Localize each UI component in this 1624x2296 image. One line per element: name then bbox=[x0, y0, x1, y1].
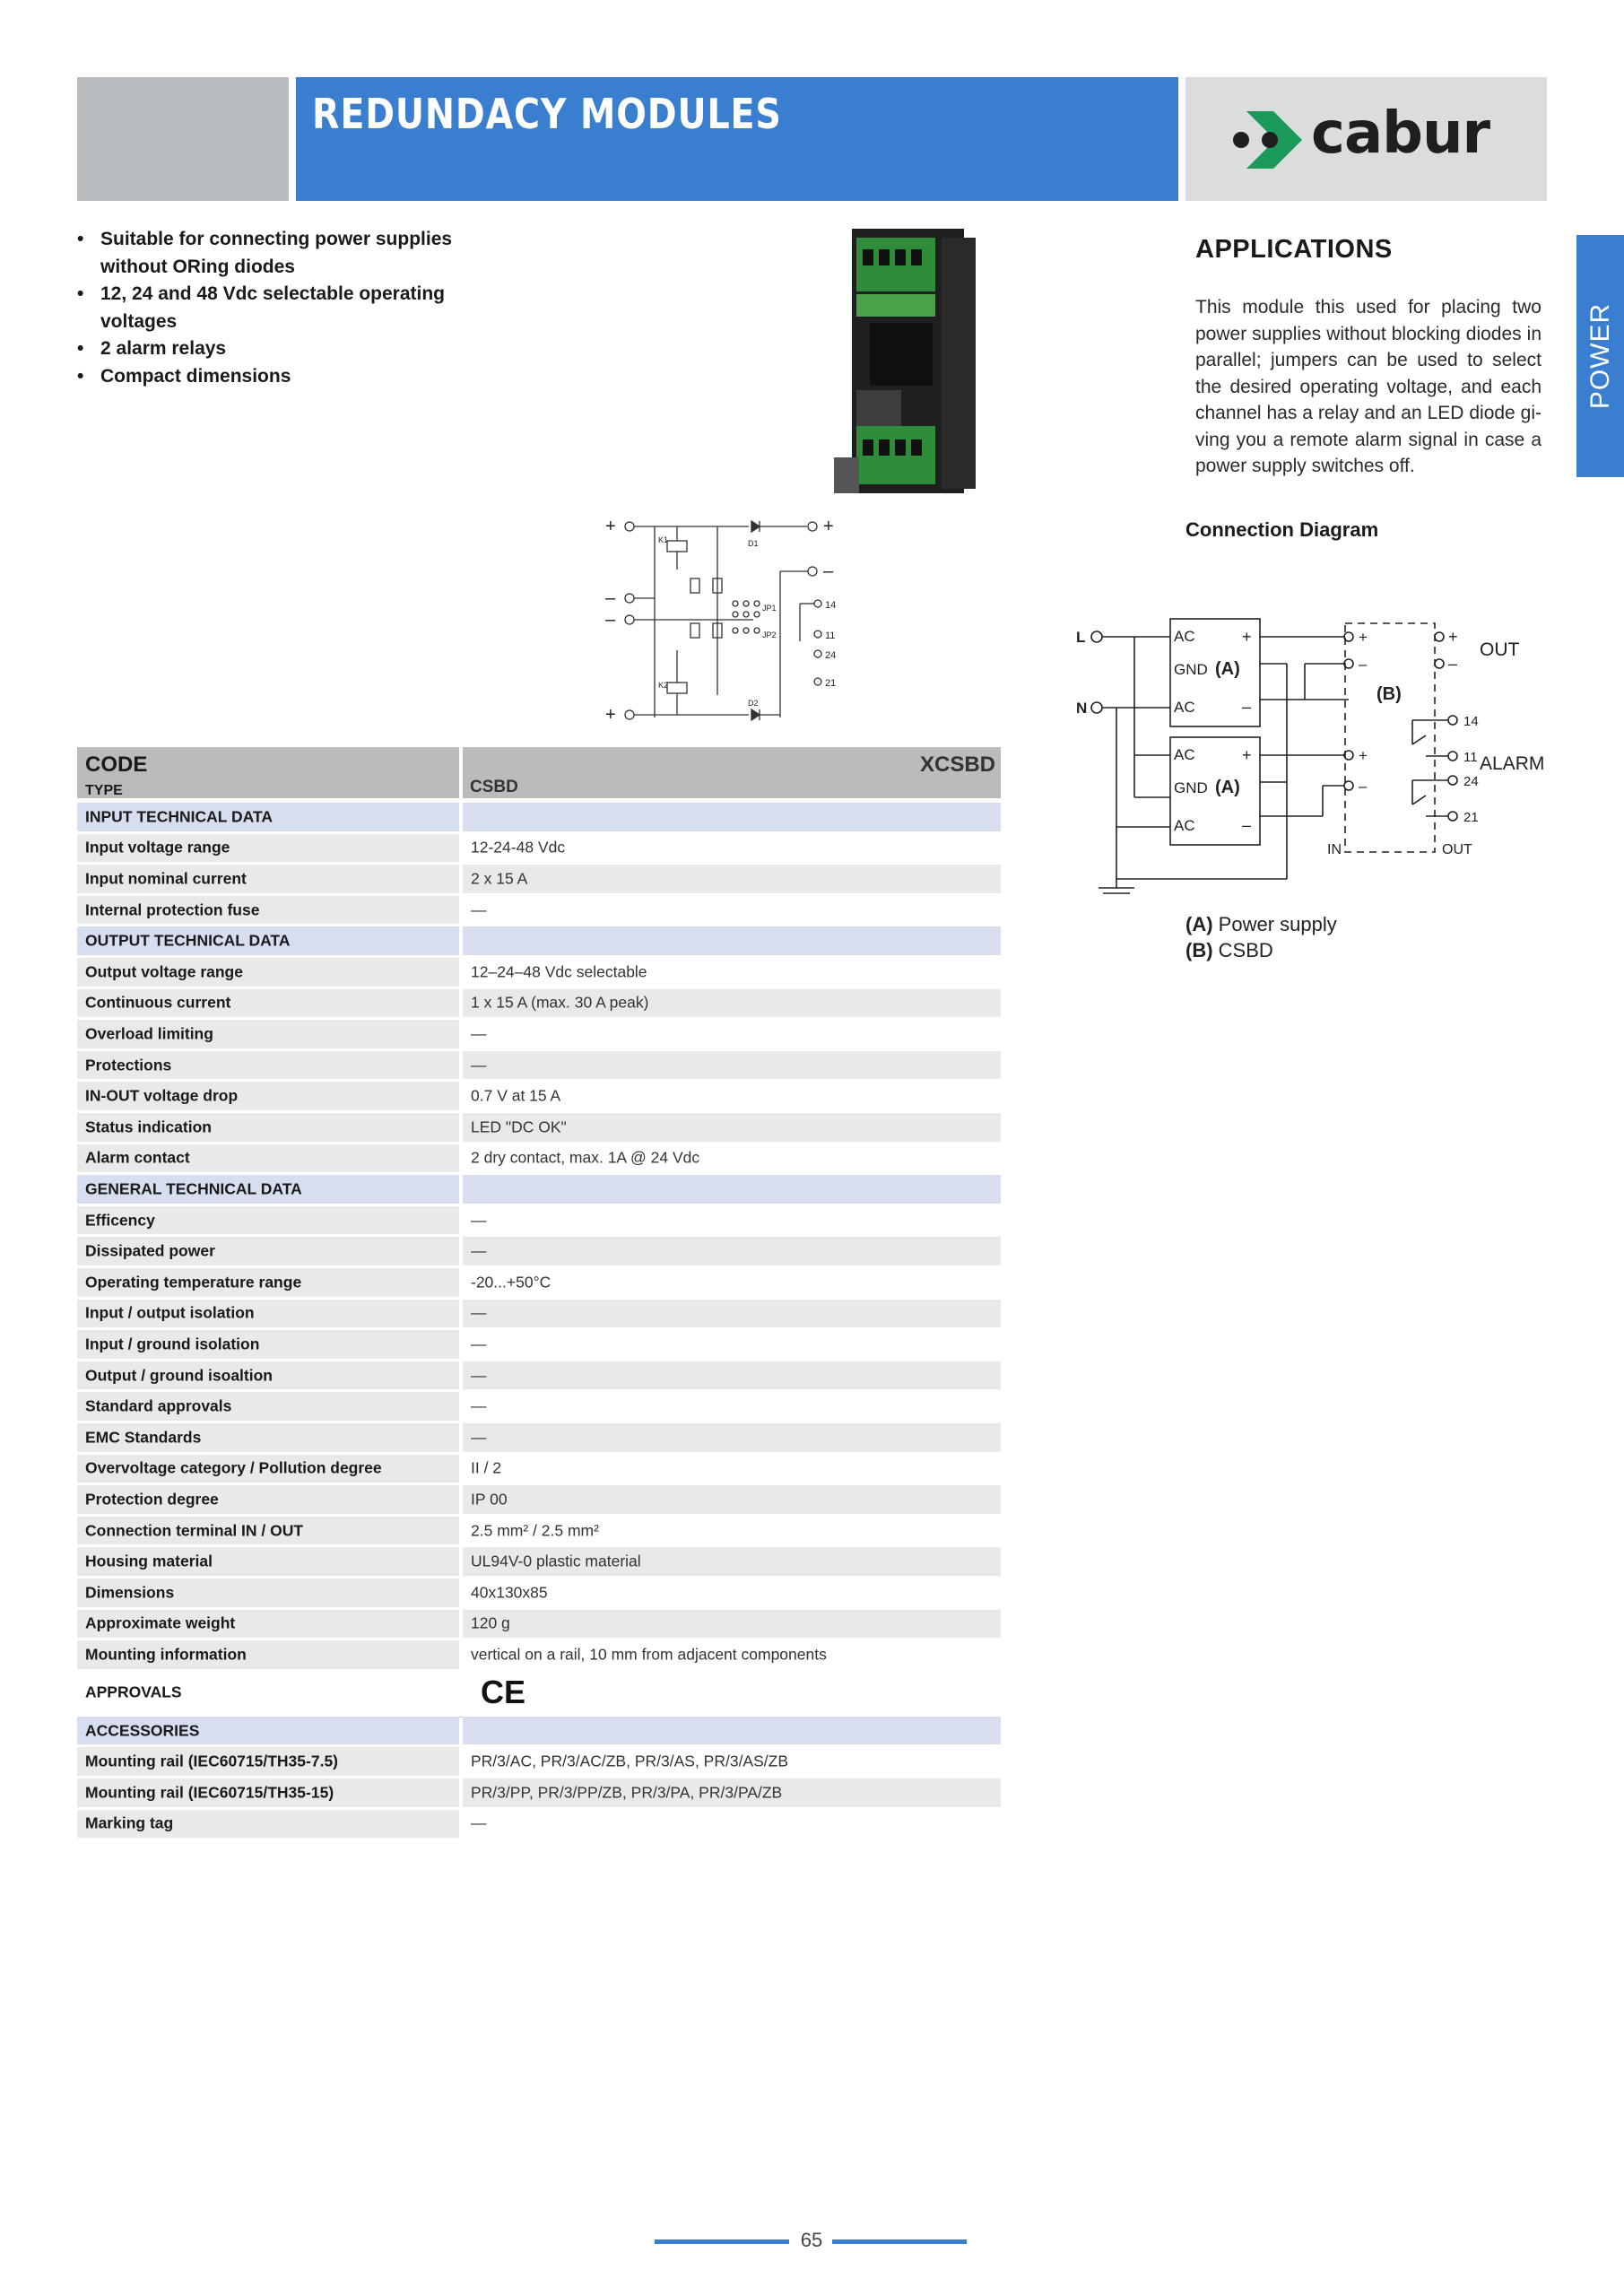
svg-text:L: L bbox=[1076, 629, 1086, 646]
table-row bbox=[77, 1144, 1001, 1176]
ce-mark-icon: CE bbox=[481, 1674, 526, 1711]
product-photo bbox=[834, 224, 977, 498]
table-row bbox=[77, 1237, 1001, 1268]
row-label: Protections bbox=[85, 1056, 172, 1074]
svg-text:+: + bbox=[1359, 747, 1368, 764]
row-value: 40x130x85 bbox=[471, 1583, 548, 1602]
svg-text:(A): (A) bbox=[1215, 659, 1240, 679]
logo-text: cabur bbox=[1311, 100, 1490, 167]
svg-text:–: – bbox=[1359, 778, 1368, 795]
brand-logo bbox=[1185, 77, 1547, 201]
section-header-row bbox=[77, 1717, 1001, 1748]
row-value: II / 2 bbox=[471, 1458, 502, 1477]
row-value: vertical on a rail, 10 mm from adjacent components bbox=[471, 1645, 827, 1664]
table-row bbox=[77, 896, 1001, 927]
svg-text:+: + bbox=[1242, 746, 1252, 764]
table-row bbox=[77, 1361, 1001, 1393]
header-grey-block bbox=[77, 77, 289, 201]
feature-item: • 12, 24 and 48 Vdc selectable operating voltages bbox=[77, 281, 463, 335]
svg-text:JP1: JP1 bbox=[762, 604, 777, 613]
table-row bbox=[77, 1300, 1001, 1331]
row-label: Output / ground isoaltion bbox=[85, 1366, 273, 1385]
table-row bbox=[77, 834, 1001, 865]
svg-text:14: 14 bbox=[1463, 714, 1479, 729]
footer-rule-right bbox=[832, 2239, 967, 2244]
page-title: REDUNDACY MODULES bbox=[312, 90, 782, 138]
row-value: LED "DC OK" bbox=[471, 1118, 567, 1136]
table-row bbox=[77, 1051, 1001, 1083]
section-header-row bbox=[77, 926, 1001, 958]
row-value: — bbox=[471, 1428, 487, 1447]
svg-text:K2: K2 bbox=[658, 681, 669, 690]
svg-text:AC: AC bbox=[1174, 628, 1195, 645]
svg-text:+: + bbox=[605, 517, 616, 536]
row-value: 120 g bbox=[471, 1613, 510, 1632]
svg-text:–: – bbox=[1242, 698, 1252, 716]
approvals-row bbox=[77, 1672, 1001, 1718]
feature-list bbox=[77, 226, 463, 390]
svg-text:–: – bbox=[1242, 816, 1252, 834]
applications-title: APPLICATIONS bbox=[1195, 235, 1393, 264]
section-label: INPUT TECHNICAL DATA bbox=[85, 807, 274, 826]
footer-rule-left bbox=[655, 2239, 789, 2244]
row-value: — bbox=[471, 1813, 487, 1832]
svg-text:14: 14 bbox=[825, 600, 837, 611]
svg-text:+: + bbox=[823, 517, 834, 536]
section-label: APPROVALS bbox=[85, 1683, 182, 1701]
svg-text:+: + bbox=[605, 705, 616, 725]
row-label: Internal protection fuse bbox=[85, 900, 260, 919]
svg-text:–: – bbox=[823, 561, 834, 581]
table-row bbox=[77, 958, 1001, 989]
svg-text:D2: D2 bbox=[748, 699, 759, 708]
row-value: 1 x 15 A (max. 30 A peak) bbox=[471, 993, 649, 1012]
row-label: Overload limiting bbox=[85, 1024, 213, 1043]
svg-text:D1: D1 bbox=[748, 539, 759, 548]
row-label: EMC Standards bbox=[85, 1428, 202, 1447]
legend-item: (A) Power supply bbox=[1185, 913, 1337, 935]
table-row bbox=[77, 1423, 1001, 1455]
table-row bbox=[77, 865, 1001, 896]
section-tab-label: POWER bbox=[1585, 302, 1615, 410]
svg-text:21: 21 bbox=[1463, 810, 1479, 825]
table-row bbox=[77, 1610, 1001, 1641]
svg-text:OUT: OUT bbox=[1480, 639, 1520, 660]
svg-text:IN: IN bbox=[1327, 842, 1342, 857]
row-label: Overvoltage category / Pollution degree bbox=[85, 1458, 382, 1477]
connection-diagram bbox=[1072, 610, 1545, 906]
connection-legend bbox=[1185, 911, 1337, 963]
code-value: XCSBD bbox=[919, 752, 995, 777]
row-label: Housing material bbox=[85, 1552, 213, 1570]
table-row bbox=[77, 1485, 1001, 1517]
svg-text:GND: GND bbox=[1174, 661, 1208, 678]
table-row bbox=[77, 1392, 1001, 1423]
row-value: PR/3/PP, PR/3/PP/ZB, PR/3/PA, PR/3/PA/ZB bbox=[471, 1783, 783, 1802]
row-value: — bbox=[471, 1211, 487, 1230]
svg-text:24: 24 bbox=[1463, 774, 1479, 789]
svg-text:N: N bbox=[1076, 700, 1088, 717]
table-row bbox=[77, 1082, 1001, 1113]
row-label: Input voltage range bbox=[85, 838, 230, 857]
connection-diagram-title: Connection Diagram bbox=[1185, 518, 1379, 541]
row-value: IP 00 bbox=[471, 1490, 508, 1509]
svg-text:+: + bbox=[1242, 628, 1252, 646]
svg-text:+: + bbox=[1448, 628, 1458, 646]
table-row bbox=[77, 1517, 1001, 1548]
table-row bbox=[77, 1810, 1001, 1841]
table-row bbox=[77, 1020, 1001, 1051]
row-label: Continuous current bbox=[85, 993, 231, 1012]
svg-text:AC: AC bbox=[1174, 817, 1195, 834]
type-label: TYPE bbox=[85, 783, 123, 798]
table-row bbox=[77, 1113, 1001, 1144]
section-label: ACCESSORIES bbox=[85, 1721, 200, 1740]
row-label: Mounting information bbox=[85, 1645, 247, 1664]
row-label: Status indication bbox=[85, 1118, 212, 1136]
svg-text:(A): (A) bbox=[1215, 778, 1240, 797]
row-label: Input nominal current bbox=[85, 869, 247, 888]
row-value: 12-24-48 Vdc bbox=[471, 838, 566, 857]
svg-text:JP2: JP2 bbox=[762, 631, 777, 639]
row-value: -20...+50°C bbox=[471, 1273, 551, 1292]
section-label: OUTPUT TECHNICAL DATA bbox=[85, 931, 291, 950]
internal-schematic bbox=[601, 516, 852, 731]
table-row bbox=[77, 1455, 1001, 1486]
row-value: 2 dry contact, max. 1A @ 24 Vdc bbox=[471, 1148, 700, 1167]
svg-text:–: – bbox=[1448, 655, 1458, 673]
svg-text:11: 11 bbox=[1463, 750, 1478, 765]
type-value: CSBD bbox=[470, 778, 518, 796]
row-value: — bbox=[471, 1396, 487, 1415]
feature-item: • 2 alarm relays bbox=[77, 335, 463, 363]
table-row bbox=[77, 1640, 1001, 1672]
row-label: IN-OUT voltage drop bbox=[85, 1086, 239, 1105]
row-value: 2.5 mm² / 2.5 mm² bbox=[471, 1521, 599, 1540]
svg-text:21: 21 bbox=[825, 678, 837, 689]
table-row bbox=[77, 1547, 1001, 1578]
row-label: Input / ground isolation bbox=[85, 1335, 260, 1353]
table-row bbox=[77, 1206, 1001, 1238]
table-row bbox=[77, 989, 1001, 1021]
legend-item: (B) CSBD bbox=[1185, 939, 1273, 961]
row-label: Standard approvals bbox=[85, 1396, 232, 1415]
logo-arrow-icon bbox=[1229, 111, 1305, 169]
svg-text:AC: AC bbox=[1174, 699, 1195, 716]
svg-text:(B): (B) bbox=[1376, 684, 1402, 704]
svg-text:+: + bbox=[1359, 629, 1368, 646]
row-label: Output voltage range bbox=[85, 962, 243, 981]
row-value: 0.7 V at 15 A bbox=[471, 1086, 561, 1105]
row-label: Operating temperature range bbox=[85, 1273, 302, 1292]
row-label: Mounting rail (IEC60715/TH35-7.5) bbox=[85, 1752, 339, 1770]
svg-text:–: – bbox=[605, 610, 616, 630]
svg-text:GND: GND bbox=[1174, 779, 1208, 796]
code-header-row bbox=[77, 747, 1001, 801]
row-value: — bbox=[471, 1056, 487, 1074]
row-value: — bbox=[471, 1335, 487, 1353]
row-value: PR/3/AC, PR/3/AC/ZB, PR/3/AS, PR/3/AS/ZB bbox=[471, 1752, 788, 1770]
section-label: GENERAL TECHNICAL DATA bbox=[85, 1179, 302, 1198]
table-row bbox=[77, 1779, 1001, 1810]
row-label: Mounting rail (IEC60715/TH35-15) bbox=[85, 1783, 334, 1802]
svg-text:AC: AC bbox=[1174, 746, 1195, 763]
table-row bbox=[77, 1578, 1001, 1610]
feature-item: • Suitable for connecting power supplies without ORing diodes bbox=[77, 226, 463, 281]
row-value: — bbox=[471, 1303, 487, 1322]
row-label: Marking tag bbox=[85, 1813, 174, 1832]
row-value: — bbox=[471, 1024, 487, 1043]
row-label: Alarm contact bbox=[85, 1148, 190, 1167]
row-label: Efficency bbox=[85, 1211, 155, 1230]
page-number: 65 bbox=[800, 2229, 823, 2251]
table-row bbox=[77, 1268, 1001, 1300]
section-header-row bbox=[77, 803, 1001, 834]
row-value: — bbox=[471, 900, 487, 919]
row-label: Approximate weight bbox=[85, 1613, 236, 1632]
svg-text:–: – bbox=[605, 588, 616, 608]
code-label: CODE bbox=[85, 752, 148, 777]
applications-text: This module this used for placing two power supplies without blocking diodes in parallel; jumpers can be used to select the desired operating voltage, and each channel has a relay and an LED diode gi-ving you a remote alarm signal in case a power supply switches off. bbox=[1195, 297, 1541, 476]
row-value: — bbox=[471, 1241, 487, 1260]
row-value: — bbox=[471, 1366, 487, 1385]
table-row bbox=[77, 1747, 1001, 1779]
row-label: Dimensions bbox=[85, 1583, 175, 1602]
row-value: UL94V-0 plastic material bbox=[471, 1552, 641, 1570]
row-label: Dissipated power bbox=[85, 1241, 215, 1260]
svg-text:ALARM: ALARM bbox=[1480, 753, 1545, 774]
row-label: Protection degree bbox=[85, 1490, 219, 1509]
feature-item: • Compact dimensions bbox=[77, 363, 463, 391]
section-header-row bbox=[77, 1175, 1001, 1206]
row-value: 12–24–48 Vdc selectable bbox=[471, 962, 647, 981]
row-label: Input / output isolation bbox=[85, 1303, 255, 1322]
row-label: Connection terminal IN / OUT bbox=[85, 1521, 304, 1540]
svg-text:24: 24 bbox=[825, 650, 837, 661]
row-value: 2 x 15 A bbox=[471, 869, 528, 888]
svg-text:K1: K1 bbox=[658, 535, 669, 544]
section-tab-power[interactable] bbox=[1576, 235, 1624, 477]
svg-text:11: 11 bbox=[825, 631, 836, 641]
svg-text:OUT: OUT bbox=[1442, 842, 1472, 857]
table-row bbox=[77, 1330, 1001, 1361]
svg-text:–: – bbox=[1359, 656, 1368, 673]
